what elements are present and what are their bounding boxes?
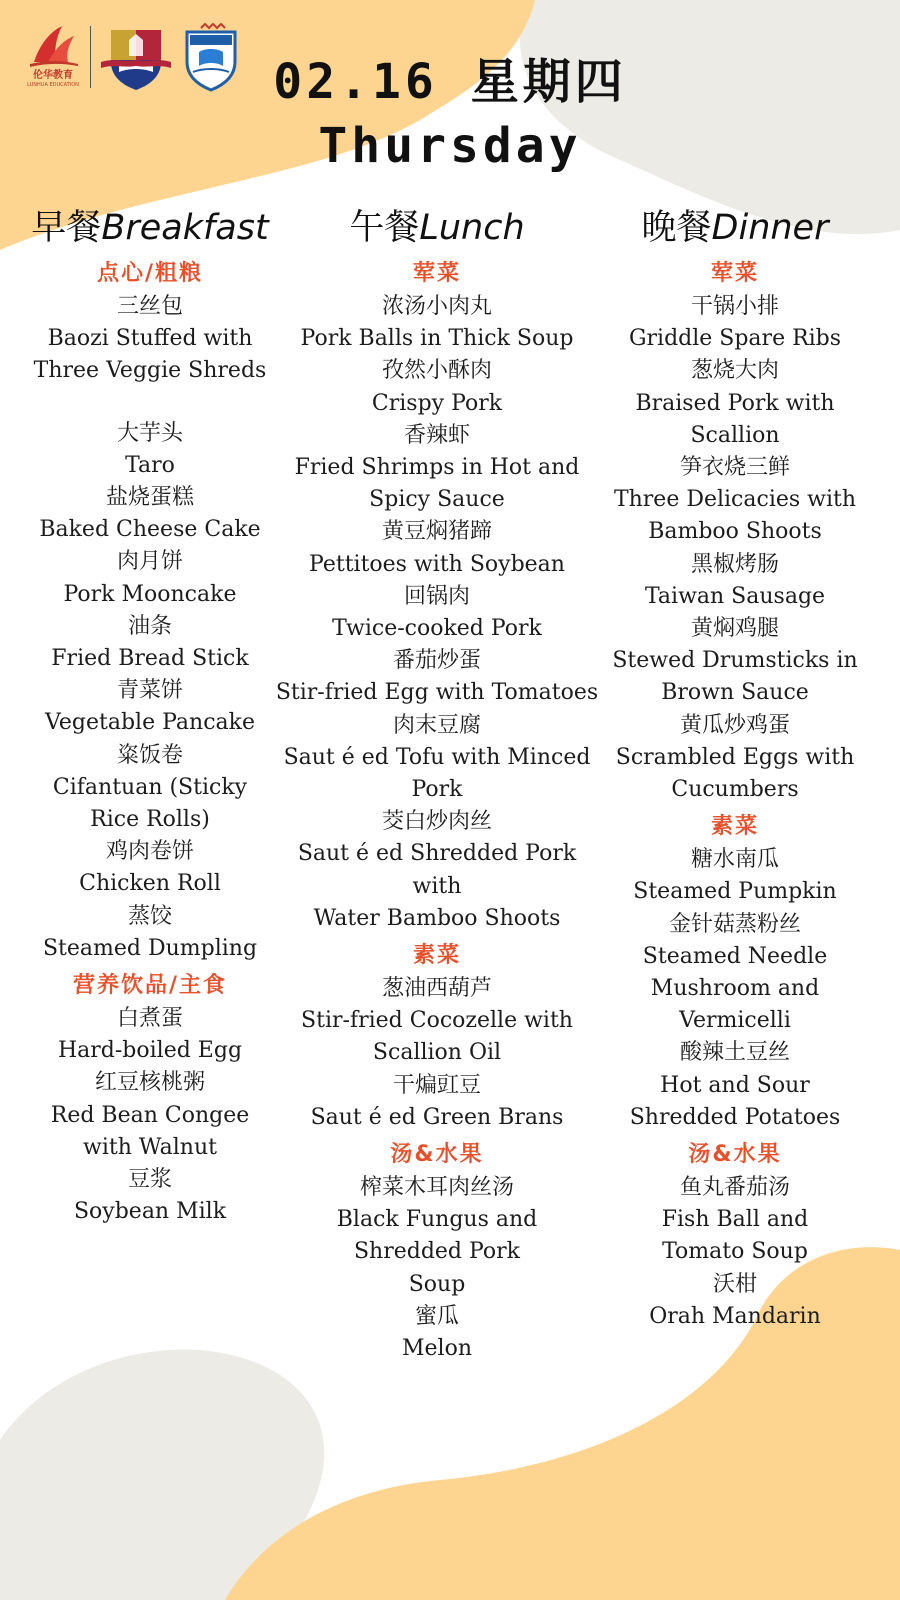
menu-item: 鱼丸番茄汤 bbox=[679, 1175, 790, 1201]
menu-item: Steamed Needle bbox=[642, 943, 828, 969]
breakfast-heading bbox=[22, 205, 278, 251]
menu-item: 糖水南瓜 bbox=[690, 847, 779, 873]
menu-item: Stewed Drumsticks in bbox=[612, 648, 858, 674]
menu-item: Rice Rolls) bbox=[90, 807, 210, 833]
lunch-title-en: Lunch bbox=[419, 208, 525, 248]
menu-item: 葱烧大肉 bbox=[690, 358, 779, 384]
menu-item: Griddle Spare Ribs bbox=[628, 326, 842, 352]
menu-item: 蜜瓜 bbox=[414, 1303, 459, 1329]
dinner-title-cn: 晚餐 bbox=[641, 208, 712, 248]
menu-item: Steamed Pumpkin bbox=[633, 879, 837, 905]
lunch-sections bbox=[272, 257, 602, 1365]
menu-item: Melon bbox=[402, 1336, 472, 1362]
menu-item: Red Bean Congee bbox=[50, 1102, 250, 1128]
breakfast-column bbox=[22, 205, 278, 1232]
menu-item: 黄焖鸡腿 bbox=[690, 616, 779, 642]
menu-item: 大芋头 bbox=[116, 420, 183, 446]
menu-item: Stir-fried Cocozelle with bbox=[301, 1008, 573, 1034]
category-heading: 素菜 bbox=[412, 943, 461, 969]
menu-item: 黑椒烤肠 bbox=[690, 551, 779, 577]
menu-item-list bbox=[272, 1172, 602, 1365]
menu-item: Brown Sauce bbox=[661, 680, 809, 706]
menu-item: Pork Mooncake bbox=[63, 581, 237, 607]
menu-item: 盐烧蛋糕 bbox=[105, 485, 194, 511]
lunch-title-cn: 午餐 bbox=[349, 208, 420, 248]
menu-item: Three Veggie Shreds bbox=[33, 358, 267, 384]
menu-item: Stir-fried Egg with Tomatoes bbox=[275, 680, 599, 706]
menu-item: Fried Bread Stick bbox=[51, 646, 249, 672]
menu-item: Scallion Oil bbox=[372, 1040, 502, 1066]
menu-item: Saut é ed Shredded Pork with bbox=[297, 841, 577, 899]
menu-item: Black Fungus and bbox=[336, 1207, 538, 1233]
menu-item-list bbox=[600, 291, 870, 806]
dinner-heading bbox=[600, 205, 870, 251]
menu-item: 浓汤小肉丸 bbox=[381, 294, 492, 319]
menu-item: Cifantuan (Sticky bbox=[52, 774, 248, 800]
menu-item: 黄豆焖猪蹄 bbox=[381, 519, 492, 545]
menu-item: Shredded Pork bbox=[353, 1239, 521, 1265]
menu-item-list bbox=[600, 1172, 870, 1333]
category-heading: 点心/粗粮 bbox=[96, 261, 204, 286]
category-heading: 汤&水果 bbox=[688, 1142, 782, 1168]
menu-item: 番茄炒蛋 bbox=[392, 648, 481, 674]
menu-item: 白煮蛋 bbox=[116, 1006, 183, 1032]
menu-item: 笋衣烧三鲜 bbox=[679, 455, 790, 481]
lunch-column bbox=[272, 205, 602, 1369]
menu-item: Shredded Potatoes bbox=[629, 1104, 841, 1130]
menu-item-list bbox=[272, 973, 602, 1134]
menu-item: Scallion bbox=[690, 422, 780, 448]
menu-item: Pork Balls in Thick Soup bbox=[300, 326, 574, 352]
menu-item: Crispy Pork bbox=[371, 390, 503, 416]
menu-item: 孜然小酥肉 bbox=[381, 358, 492, 384]
menu-item: 鸡肉卷饼 bbox=[105, 839, 194, 865]
menu-item: Saut é ed Green Brans bbox=[310, 1104, 564, 1130]
menu-item-list bbox=[22, 291, 278, 965]
menu-item: Spicy Sauce bbox=[369, 487, 505, 513]
menu-item: 肉末豆腐 bbox=[392, 712, 481, 738]
menu-item: Vermicelli bbox=[679, 1008, 791, 1034]
menu-item: Soup bbox=[408, 1271, 466, 1297]
category-heading: 荤菜 bbox=[412, 261, 461, 286]
menu-item: 榨菜木耳肉丝汤 bbox=[359, 1175, 514, 1201]
menu-item: 油条 bbox=[127, 613, 172, 639]
menu-item: Hard-boiled Egg bbox=[57, 1038, 243, 1064]
breakfast-title-cn: 早餐 bbox=[31, 208, 102, 248]
menu-item: Vegetable Pancake bbox=[45, 710, 255, 736]
spacer bbox=[22, 388, 278, 418]
logo-subtext: LUNHUA EDUCATION bbox=[27, 82, 79, 88]
menu-item-list bbox=[600, 844, 870, 1134]
lunch-heading bbox=[272, 205, 602, 251]
dinner-title-en: Dinner bbox=[711, 208, 829, 248]
menu-item: 黄瓜炒鸡蛋 bbox=[679, 712, 790, 738]
menu-item: Taro bbox=[125, 452, 175, 478]
menu-item: 红豆核桃粥 bbox=[94, 1070, 205, 1096]
menu-item: 茭白炒肉丝 bbox=[381, 809, 492, 835]
logo-text: 伦华教育 bbox=[33, 70, 73, 81]
menu-item: Cucumbers bbox=[671, 777, 799, 803]
menu-item: 回锅肉 bbox=[403, 583, 470, 609]
dinner-column bbox=[600, 205, 870, 1337]
menu-item: 干锅小排 bbox=[690, 294, 779, 319]
breakfast-sections bbox=[22, 257, 278, 1228]
menu-item: Chicken Roll bbox=[79, 871, 221, 897]
breakfast-title-en: Breakfast bbox=[101, 208, 269, 248]
menu-item: Baozi Stuffed with bbox=[47, 326, 253, 352]
menu-item: Fish Ball and bbox=[661, 1207, 809, 1233]
menu-item: Orah Mandarin bbox=[649, 1303, 821, 1329]
menu-weekday: Thursday bbox=[318, 118, 582, 174]
category-heading: 营养饮品/主食 bbox=[72, 973, 228, 999]
menu-item: Tomato Soup bbox=[662, 1239, 808, 1265]
menu-item: Baked Cheese Cake bbox=[39, 517, 261, 543]
menu-item: Mushroom and bbox=[650, 976, 820, 1002]
menu-item: Twice-cooked Pork bbox=[332, 616, 542, 642]
menu-item: 肉月饼 bbox=[116, 549, 183, 575]
menu-item: 香辣虾 bbox=[403, 422, 470, 448]
category-heading: 荤菜 bbox=[710, 261, 759, 286]
menu-item-list bbox=[22, 1003, 278, 1228]
menu-item: 酸辣土豆丝 bbox=[679, 1040, 790, 1066]
menu-item: Steamed Dumpling bbox=[42, 935, 258, 961]
menu-item: 葱油西葫芦 bbox=[381, 976, 492, 1002]
menu-item: 三丝包 bbox=[116, 294, 183, 319]
menu-item: Fried Shrimps in Hot and bbox=[294, 455, 580, 481]
menu-item: Pettitoes with Soybean bbox=[309, 551, 565, 577]
menu-item: Braised Pork with bbox=[635, 390, 835, 416]
menu-item: 干煸豇豆 bbox=[392, 1072, 481, 1098]
menu-item: 金针菇蒸粉丝 bbox=[668, 911, 801, 937]
menu-item: 沃柑 bbox=[712, 1271, 757, 1297]
menu-item: Water Bamboo Shoots bbox=[313, 905, 561, 931]
menu-item: Scrambled Eggs with bbox=[615, 744, 855, 770]
dinner-sections bbox=[600, 257, 870, 1333]
menu-item: Pork bbox=[411, 777, 463, 803]
menu-item: 蒸饺 bbox=[127, 903, 172, 929]
menu-item: Three Delicacies with bbox=[613, 487, 857, 513]
menu-item: 青菜饼 bbox=[116, 678, 183, 704]
menu-item: Bamboo Shoots bbox=[648, 519, 822, 545]
category-heading: 汤&水果 bbox=[390, 1142, 484, 1168]
menu-item: Hot and Sour bbox=[660, 1072, 810, 1098]
menu-item: 粢饭卷 bbox=[116, 742, 183, 768]
menu-item: 豆浆 bbox=[127, 1167, 172, 1193]
category-heading: 素菜 bbox=[710, 814, 759, 840]
menu-item: Soybean Milk bbox=[73, 1199, 227, 1225]
menu-item: Saut é ed Tofu with Minced bbox=[283, 744, 591, 770]
menu-item-list bbox=[272, 291, 602, 935]
menu-date: 02.16 星期四 bbox=[273, 54, 627, 110]
menu-item: with Walnut bbox=[83, 1134, 217, 1160]
menu-item: Taiwan Sausage bbox=[644, 583, 826, 609]
